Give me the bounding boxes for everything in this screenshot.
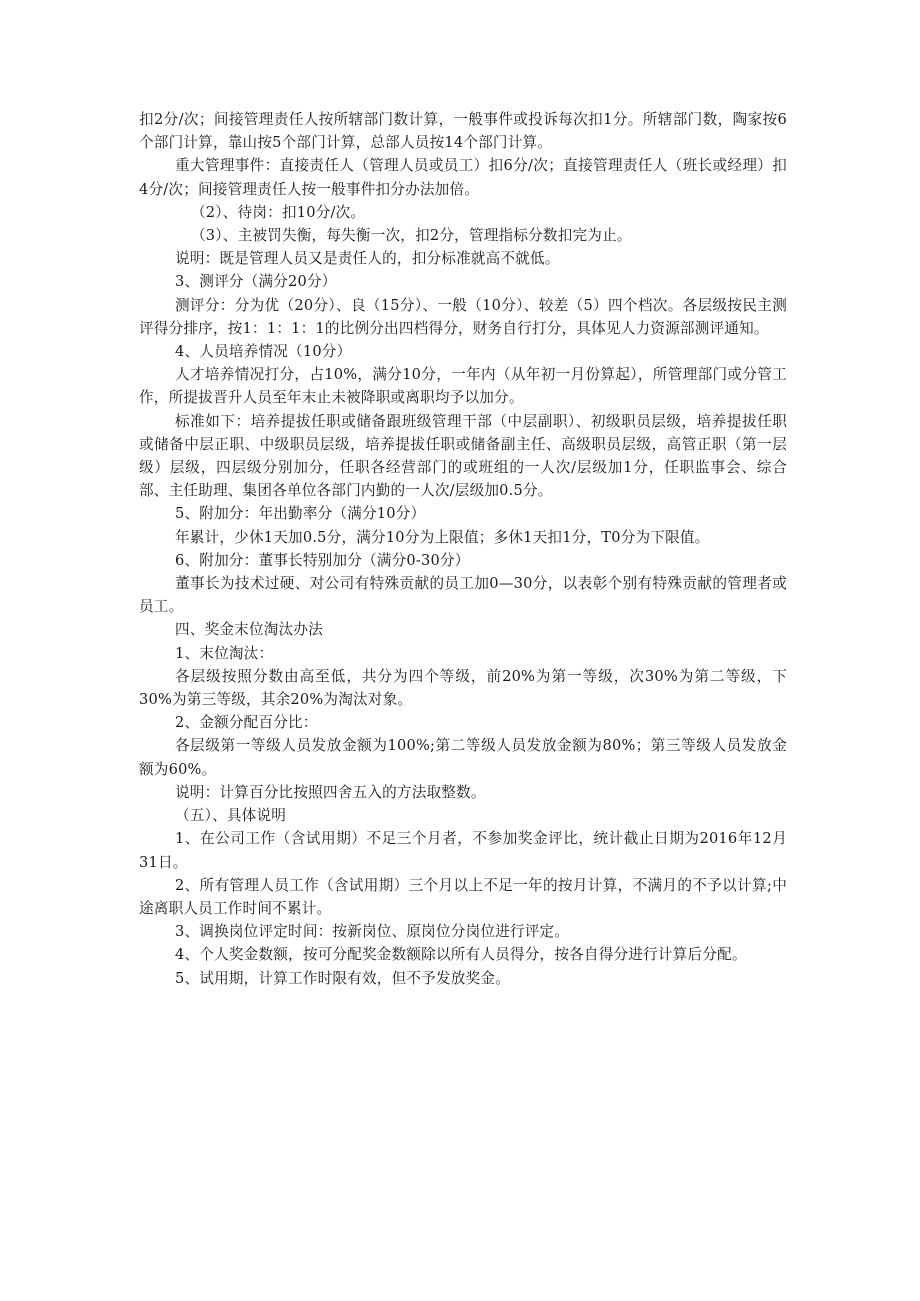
paragraph-chairman-bonus: 董事长为技术过硬、对公司有特殊贡献的员工加0—30分，以表彰个别有特殊贡献的管理者或员工。 [139,575,787,616]
section-heading-talent-training: 4、人员培养情况（10分） [175,343,352,361]
paragraph-note-deduction: 说明：既是管理人员又是责任人的，扣分标准就高不就低。 [175,250,560,268]
paragraph-talent-training: 人才培养情况打分，占10%，满分10分，一年内（从年初一月份算起），所管理部门或分管工作，所提拔晋升人员至年末止未被降职或离职均予以加分。 [139,366,787,407]
paragraph-penalty-imbalance: （3）、主被罚失衡，每失衡一次，扣2分，管理指标分数扣完为止。 [191,227,632,245]
paragraph-training-standard: 标准如下：培养提拔任职或储备跟班级管理干部（中层副职）、初级职员层级，培养提拔任职或储备中层正职、中级职员层级，培养提拔任职或储备副主任、高级职员层级，高管正职（第一层级）层级，四层级分别加分，任职各经营部门的或班组的一人次/层级加1分，任职监事会、综合部、主任助理、集团各单位各部门内勤的一人次/层级加0.5分。 [139,412,787,500]
paragraph-rounding-note: 说明：计算百分比按照四舍五入的方法取整数。 [175,783,486,801]
paragraph-grade-levels: 各层级按照分数由高至低，共分为四个等级，前20%为第一等级，次30%为第二等级，下30%为第三等级，其余20%为淘汰对象。 [139,667,787,709]
paragraph-major-incident: 重大管理事件：直接责任人（管理人员或员工）扣6分/次；直接管理责任人（班长或经理）扣4分/次；间接管理责任人按一般事件扣分办法加倍。 [139,157,787,198]
paragraph-detail-2: 2、所有管理人员工作（含试用期）三个月以上不足一年的按月计算，不满月的不予以计算;中途离职人员工作时间不累计。 [139,876,787,917]
document-body [139,108,787,990]
paragraph-deduction-per-incident: 扣2分/次；间接管理责任人按所辖部门数计算，一般事件或投诉每次扣1分。所辖部门数，陶家按6个部门计算，靠山按5个部门计算，总部人员按14个部门计算。 [139,111,787,152]
section-heading-elimination: 四、奖金末位淘汰办法 [175,621,323,639]
section-heading-chairman-bonus: 6、附加分：董事长特别加分（满分0-30分） [175,551,470,569]
paragraph-amount-percentage: 各层级第一等级人员发放金额为100%;第二等级人员发放金额为80%；第三等级人员发放金额为60%。 [139,737,787,778]
paragraph-standby: （2）、待岗：扣10分/次。 [191,203,366,221]
section-heading-attendance: 5、附加分：年出勤率分（满分10分） [175,505,426,523]
paragraph-detail-4: 4、个人奖金数额，按可分配奖金数额除以所有人员得分，按各自得分进行计算后分配。 [175,946,747,964]
section-heading-evaluation-score: 3、测评分（满分20分） [175,273,337,291]
paragraph-detail-3: 3、调换岗位评定时间：按新岗位、原岗位分岗位进行评定。 [175,923,570,941]
subheading-amount-percentage: 2、金额分配百分比： [175,714,318,732]
paragraph-detail-1: 1、在公司工作（含试用期）不足三个月者，不参加奖金评比，统计截止日期为2016年12月31日。 [139,830,787,871]
paragraph-attendance: 年累计，少休1天加0.5分，满分10分为上限值；多休1天扣1分，T0分为下限值。 [175,528,710,546]
subheading-last-place: 1、末位淘汰： [175,644,274,662]
paragraph-evaluation-score: 测评分：分为优（20分）、良（15分）、一般（10分）、较差（5）四个档次。各层级按民主测评得分排序，按1：1：1：1的比例分出四档得分，财务自行打分，具体见人力资源部测评通知。 [139,296,787,337]
section-heading-details: （五）、具体说明 [175,807,287,825]
paragraph-detail-5: 5、试用期，计算工作时限有效，但不予发放奖金。 [175,969,510,987]
